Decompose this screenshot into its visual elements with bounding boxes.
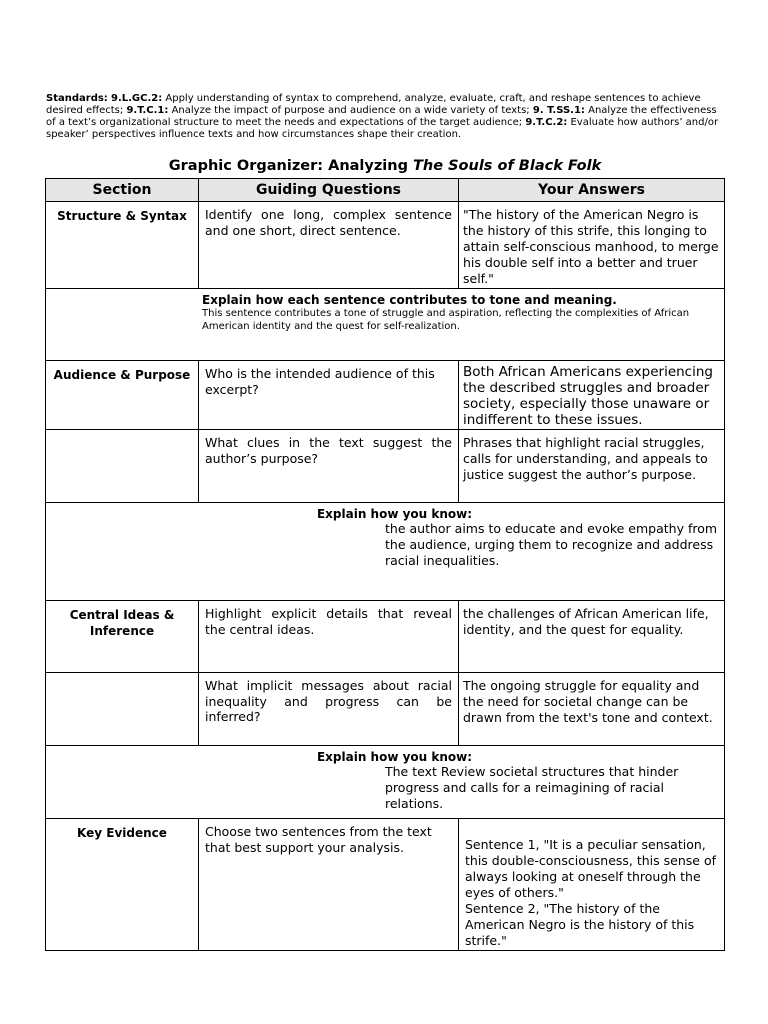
- standard-code-4: 9.T.C.2:: [525, 117, 568, 128]
- empty-section-cell: [46, 430, 199, 503]
- header-guiding-questions: Guiding Questions: [199, 179, 459, 202]
- question-audience-2: What clues in the text suggest the author’s purpose?: [199, 430, 459, 503]
- table-row: [46, 673, 725, 746]
- standard-code-1: 9.L.GC.2:: [110, 93, 163, 104]
- page-title: [46, 158, 724, 174]
- standards-label: Standards:: [46, 93, 108, 104]
- explain-structure-label: Explain how each sentence contributes to tone and meaning.: [202, 293, 617, 307]
- answer-audience-1: Both African Americans experiencing the described struggles and broader society, especially those unaware or indifferent to these issues.: [459, 361, 725, 430]
- table-row: [46, 430, 725, 503]
- standard-code-3: 9. T.SS.1:: [532, 105, 585, 116]
- standard-text-1: Apply understanding of syntax to comprehend, analyze, evaluate, craft, and reshape sentences to achieve desired effects;: [46, 93, 701, 116]
- explain-central-label: Explain how you know:: [316, 750, 473, 764]
- explain-central: [46, 746, 725, 819]
- question-structure: Identify one long, complex sentence and one short, direct sentence.: [199, 202, 459, 289]
- header-row: [46, 179, 725, 202]
- header-your-answers: Your Answers: [459, 179, 725, 202]
- section-audience-purpose: Audience & Purpose: [46, 361, 199, 430]
- question-central-2: What implicit messages about racial inequality and progress can be inferred?: [199, 673, 459, 746]
- explain-audience-text: the author aims to educate and evoke empathy from the audience, urging them to recognize and address racial inequalities.: [385, 521, 718, 568]
- standard-code-2: 9.T.C.1:: [126, 105, 169, 116]
- table-row: [46, 202, 725, 289]
- section-key-evidence: Key Evidence: [46, 819, 199, 951]
- answer-audience-2: Phrases that highlight racial struggles, calls for understanding, and appeals to justice suggest the author’s purpose.: [459, 430, 725, 503]
- table-row: [46, 819, 725, 951]
- empty-section-cell: [46, 673, 199, 746]
- standard-text-3: Analyze the effectiveness of a text’s organizational structure to meet the needs and expectations of the target audience;: [46, 105, 717, 128]
- table-row: [46, 503, 725, 601]
- answer-evidence: [459, 819, 725, 951]
- standard-text-2: Analyze the impact of purpose and audience on a wide variety of texts;: [168, 105, 533, 116]
- title-prefix: Graphic Organizer: Analyzing: [168, 158, 414, 174]
- explain-structure: [46, 289, 725, 361]
- question-audience-1: Who is the intended audience of this excerpt?: [199, 361, 459, 430]
- answer-central-2: The ongoing struggle for equality and the need for societal change can be drawn from the text's tone and context.: [459, 673, 725, 746]
- explain-central-text: The text Review societal structures that hinder progress and calls for a reimagining of racial relations.: [385, 764, 679, 811]
- table-row: [46, 601, 725, 673]
- answer-central-1: the challenges of African American life, identity, and the quest for equality.: [459, 601, 725, 673]
- table-row: [46, 289, 725, 361]
- explain-audience: [46, 503, 725, 601]
- table-row: [46, 361, 725, 430]
- standards-paragraph: [46, 93, 726, 141]
- evidence-sentence-1: Sentence 1, "It is a peculiar sensation, this double-consciousness, this sense of always looking at oneself through the eyes of others.": [465, 837, 716, 900]
- evidence-sentence-2: Sentence 2, "The history of the American Negro is the history of this strife.": [465, 901, 695, 948]
- standard-text-4: Evaluate how authors’ and/or speaker’ perspectives influence texts and how circumstances shape their creation.: [46, 117, 719, 140]
- graphic-organizer-table: [45, 178, 725, 951]
- section-structure-syntax: Structure & Syntax: [46, 202, 199, 289]
- header-section: Section: [46, 179, 199, 202]
- section-central-ideas: Central Ideas & Inference: [46, 601, 199, 673]
- explain-structure-text: This sentence contributes a tone of struggle and aspiration, reflecting the complexities of African American identity and the quest for self-realization.: [202, 308, 690, 332]
- explain-audience-label: Explain how you know:: [316, 507, 473, 521]
- question-central-1: Highlight explicit details that reveal the central ideas.: [199, 601, 459, 673]
- question-evidence: Choose two sentences from the text that best support your analysis.: [199, 819, 459, 951]
- answer-structure: "The history of the American Negro is the history of this strife, this longing to attain self-conscious manhood, to merge his double self into a better and truer self.": [459, 202, 725, 289]
- title-book: The Souls of Black Folk: [413, 158, 602, 174]
- table-row: [46, 746, 725, 819]
